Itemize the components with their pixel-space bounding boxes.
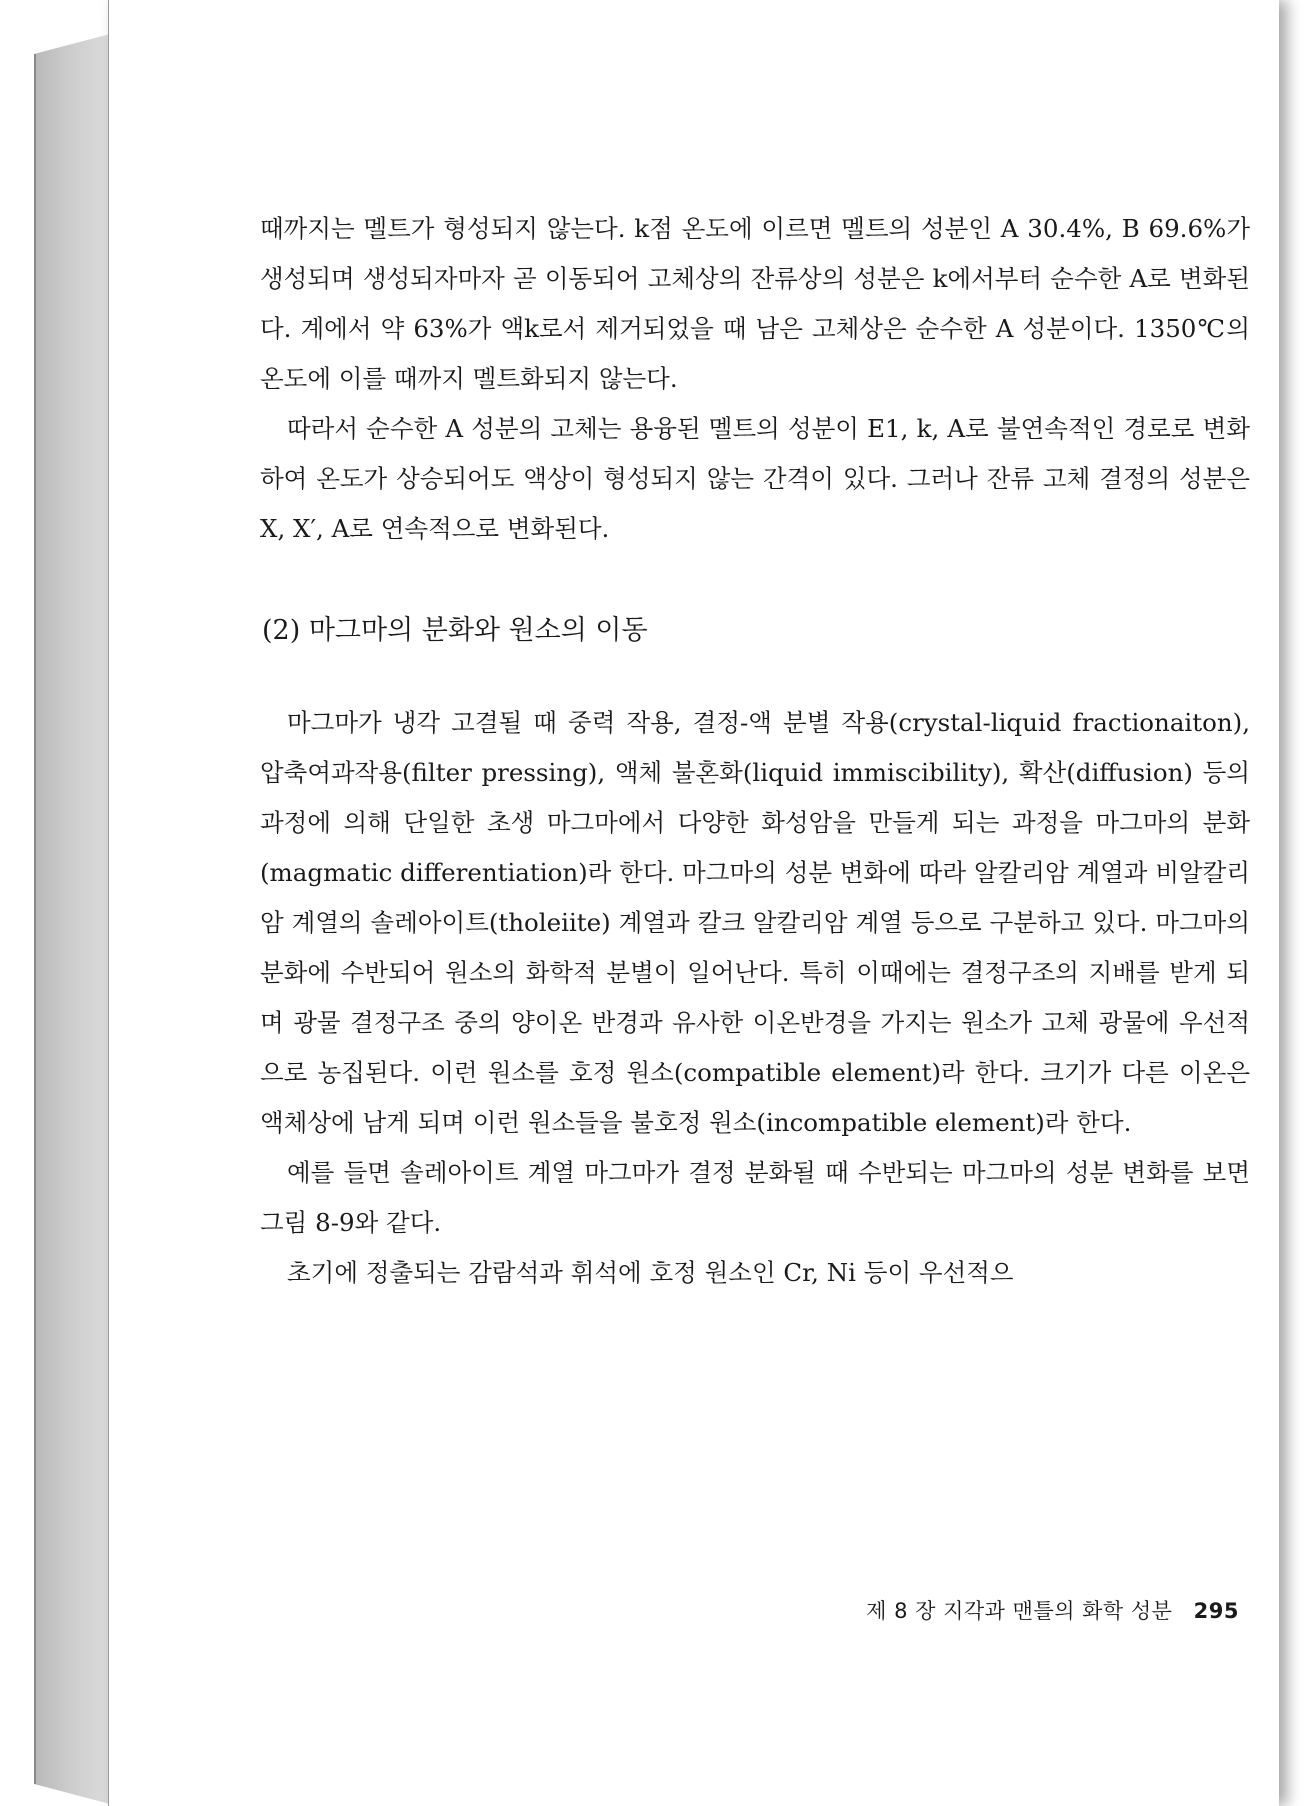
book-page [108, 0, 1279, 1806]
book-spine [34, 34, 110, 1804]
page-footer [749, 1595, 1239, 1625]
page-body [260, 204, 1250, 1298]
paragraph-5: 초기에 정출되는 감람석과 휘석에 호정 원소인 Cr, Ni 등이 우선적으 [287, 1258, 1014, 1287]
paragraph-3: 마그마가 냉각 고결될 때 중력 작용, 결정-액 분별 작용(crystal-liquid fractionaiton), 압축여과작용(filter pressing), 액체 불혼화(liquid immiscibility), 확산(diffusion) 등의 과정에 의해 단일한 초생 마그마에서 다양한 화성암을 만들게 되는 과정을 마그마의 분화(magmatic differentiation)라 한다. 마그마의 성분 변화에 따라 알칼리암 계열과 비알칼리암 계열의 솔레아이트(tholeiite) 계열과 칼크 알칼리암 계열 등으로 구분하고 있다. 마그마의 분화에 수반되어 원소의 화학적 분별이 일어난다. 특히 이때에는 결정구조의 지배를 받게 되며 광물 결정구조 중의 양이온 반경과 유사한 이온반경을 가지는 원소가 고체 광물에 우선적으로 농집된다. 이런 원소를 호정 원소(compatible element)라 한다. 크기가 다른 이온은 액체상에 남게 되며 이런 원소들을 불호정 원소(incompatible element)라 한다. [260, 708, 1250, 1137]
paragraph-4: 예를 들면 솔레아이트 계열 마그마가 결정 분화될 때 수반되는 마그마의 성분 변화를 보면 그림 8-9와 같다. [260, 1158, 1250, 1237]
chapter-title: 제 8 장 지각과 맨틀의 화학 성분 [866, 1599, 1173, 1623]
page-number: 295 [1193, 1599, 1239, 1623]
paragraph-2: 따라서 순수한 A 성분의 고체는 용융된 멜트의 성분이 E1, k, A로 불연속적인 경로로 변화하여 온도가 상승되어도 액상이 형성되지 않는 간격이 있다. 그러나 잔류 고체 결정의 성분은 X, X′, A로 연속적으로 변화된다. [260, 414, 1250, 543]
paragraph-1: 때까지는 멜트가 형성되지 않는다. k점 온도에 이르면 멜트의 성분인 A 30.4%, B 69.6%가 생성되며 생성되자마자 곧 이동되어 고체상의 잔류상의 성분은 k에서부터 순수한 A로 변화된다. 계에서 약 63%가 액k로서 제거되었을 때 남은 고체상은 순수한 A 성분이다. 1350℃의 온도에 이를 때까지 멜트화되지 않는다. [260, 214, 1250, 393]
book-spine-edge [34, 54, 36, 1784]
section-heading: (2) 마그마의 분화와 원소의 이동 [262, 615, 648, 646]
